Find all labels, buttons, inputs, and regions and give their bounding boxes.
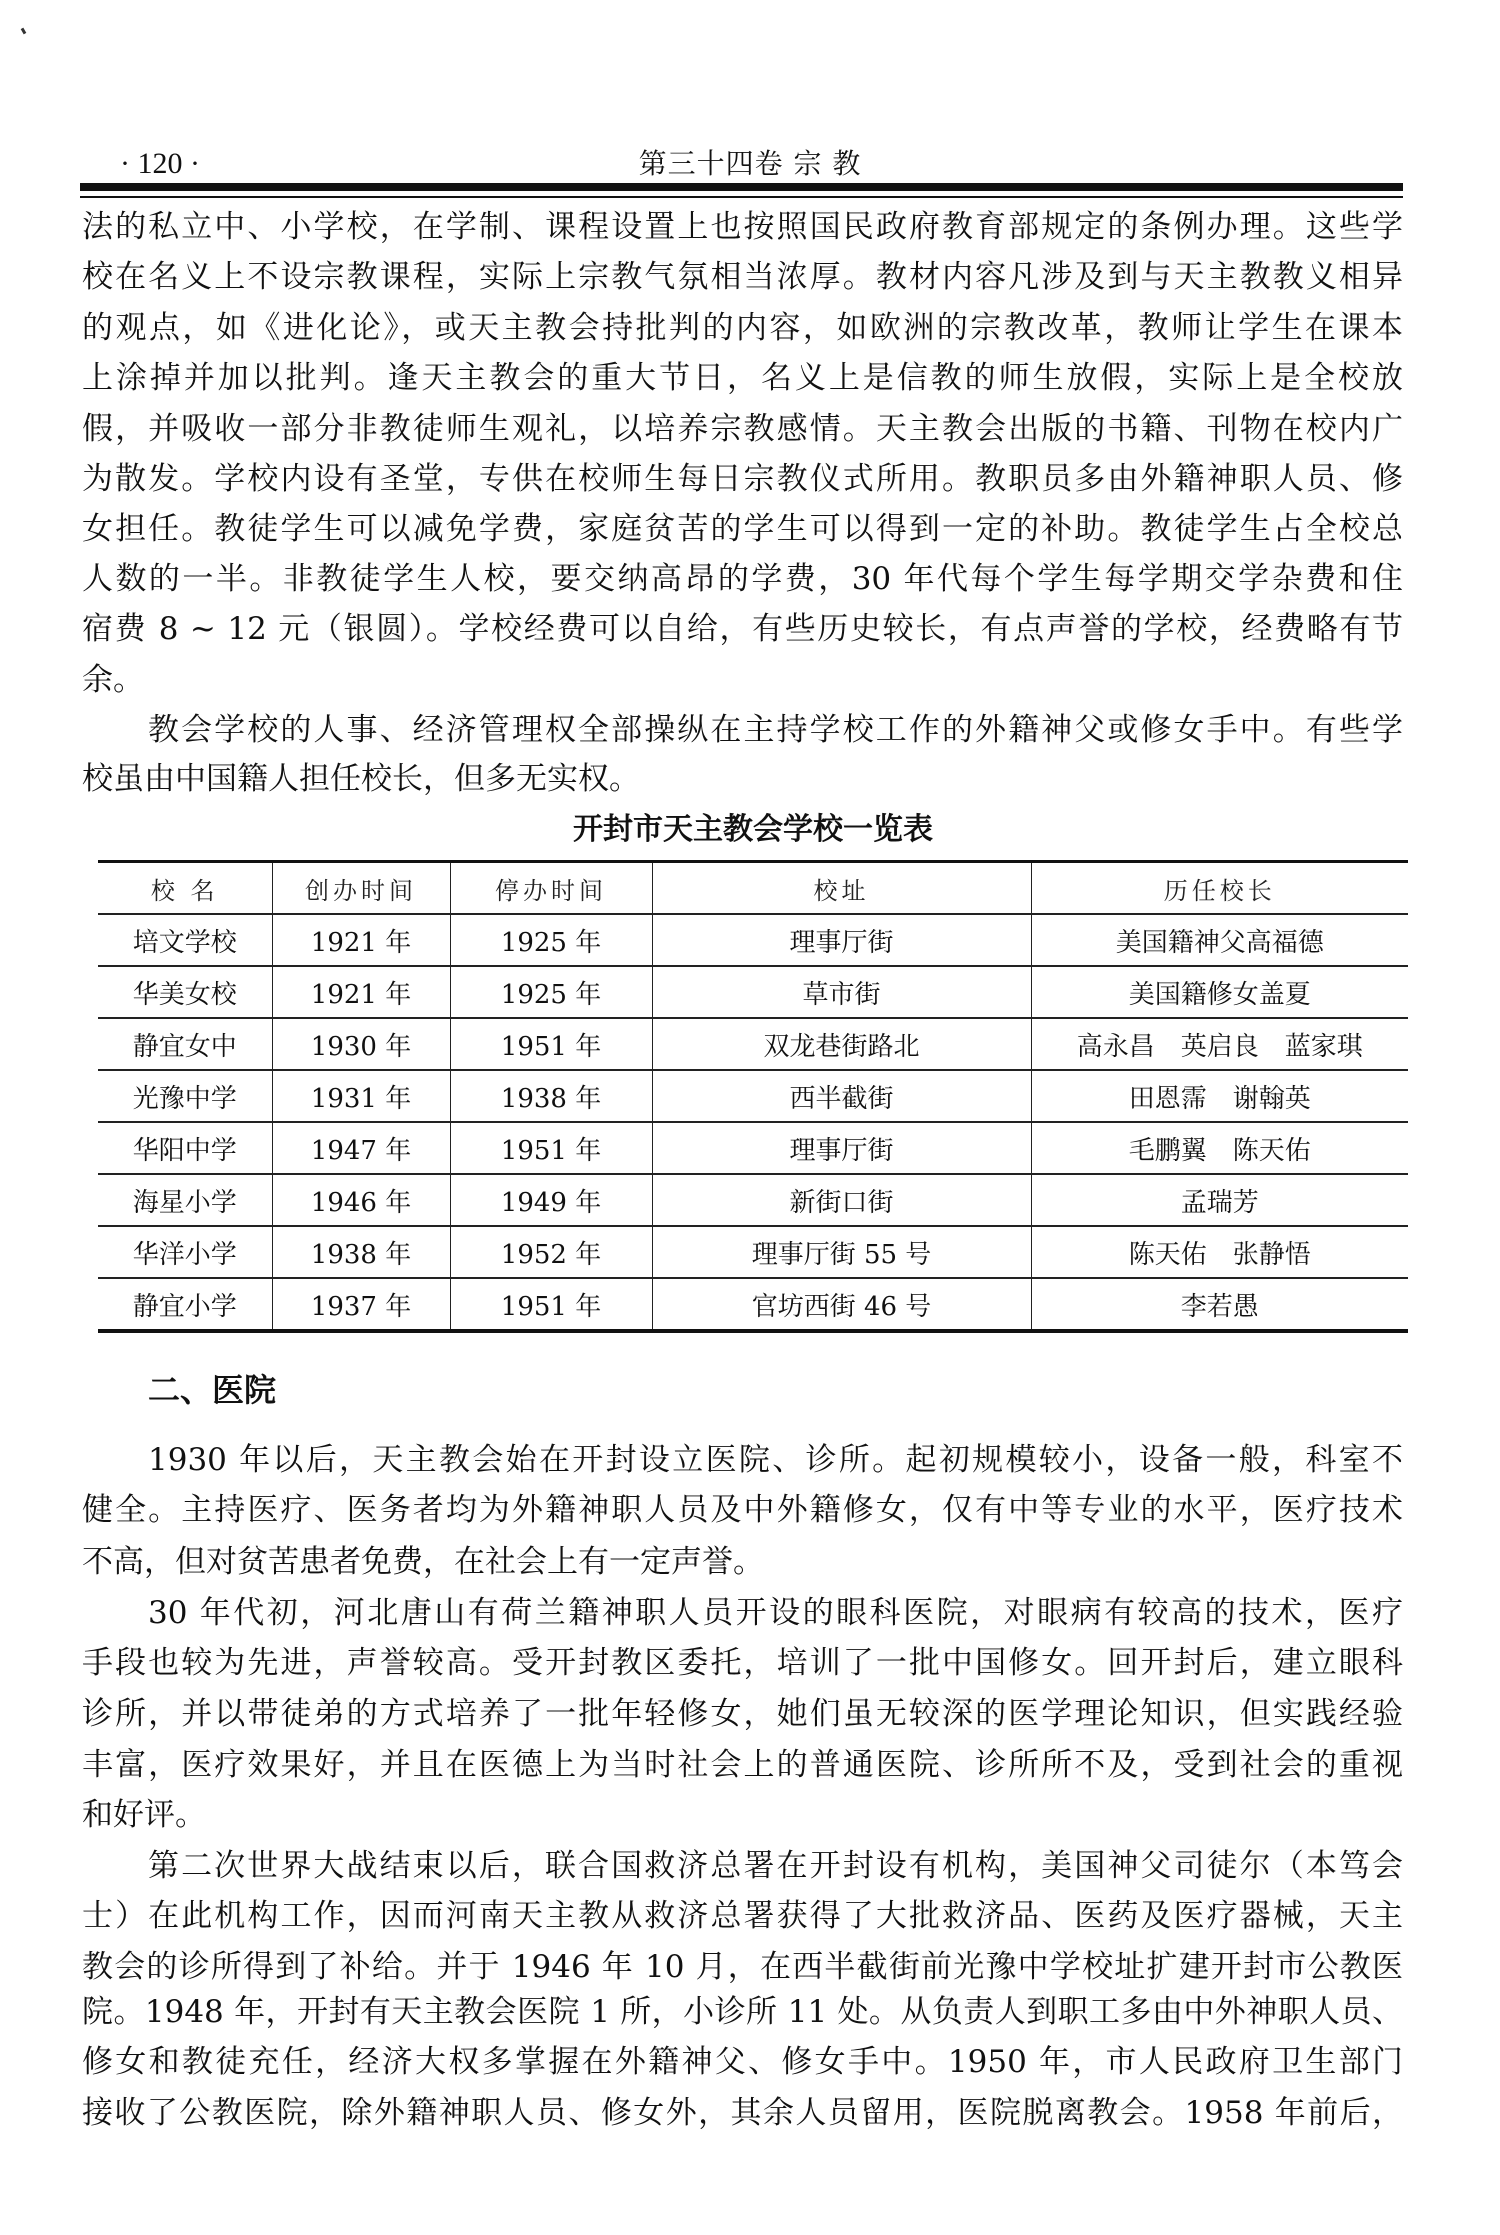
text-line: 健全。主持医疗、医务者均为外籍神职人员及中外籍修女，仅有中等专业的水平，医疗技术	[82, 1492, 1403, 1528]
text-line: 丰富，医疗效果好，并且在医德上为当时社会上的普通医院、诊所所不及，受到社会的重视	[82, 1747, 1403, 1783]
cell-address: 草市街	[652, 966, 1031, 1018]
text-line: 上涂掉并加以批判。逢天主教会的重大节日，名义上是信教的师生放假，实际上是全校放	[82, 360, 1403, 396]
cell-closed: 1951 年	[450, 1018, 652, 1070]
table-row	[98, 1018, 1408, 1070]
text-line: 教会的诊所得到了补给。并于 1946 年 10 月，在西半截街前光豫中学校址扩建开封市公教医	[82, 1949, 1403, 1985]
cell-principals: 高永昌 英启良 蓝家琪	[1031, 1018, 1408, 1070]
text-line: 的观点，如《进化论》，或天主教会持批判的内容，如欧洲的宗教改革，教师让学生在课本	[82, 310, 1403, 346]
text-line: 为散发。学校内设有圣堂，专供在校师生每日宗教仪式所用。教职员多由外籍神职人员、修	[82, 461, 1403, 497]
cell-closed: 1925 年	[450, 914, 652, 966]
text-line: 教会学校的人事、经济管理权全部操纵在主持学校工作的外籍神父或修女手中。有些学	[148, 712, 1403, 748]
table-header-row	[98, 862, 1408, 915]
cell-founded: 1937 年	[272, 1278, 450, 1331]
text-line: 诊所，并以带徒弟的方式培养了一批年轻修女，她们虽无较深的医学理论知识，但实践经验	[82, 1696, 1403, 1732]
cell-address: 官坊西街 46 号	[652, 1278, 1031, 1331]
schools-table	[98, 860, 1408, 1333]
cell-address: 理事厅街 55 号	[652, 1226, 1031, 1278]
text-line: 校在名义上不设宗教课程，实际上宗教气氛相当浓厚。教材内容凡涉及到与天主教教义相异	[82, 259, 1403, 295]
cell-principals: 美国籍修女盖夏	[1031, 966, 1408, 1018]
column-header-founded: 创办时间	[272, 862, 450, 915]
text-line: 院。1948 年，开封有天主教会医院 1 所，小诊所 11 处。从负责人到职工多由中外神职人员、	[82, 1994, 1403, 2030]
cell-principals: 毛鹏翼 陈天佑	[1031, 1122, 1408, 1174]
cell-school-name: 华洋小学	[132, 1239, 237, 1270]
cell-school-name: 海星小学	[132, 1187, 237, 1218]
cell-closed: 1951 年	[450, 1122, 652, 1174]
cell-principals: 田恩霈 谢翰英	[1031, 1070, 1408, 1122]
cell-closed: 1938 年	[450, 1070, 652, 1122]
text-line: 余。	[82, 662, 144, 698]
cell-closed: 1952 年	[450, 1226, 652, 1278]
column-header-closed: 停办时间	[450, 862, 652, 915]
cell-address: 理事厅街	[652, 914, 1031, 966]
cell-address: 理事厅街	[652, 1122, 1031, 1174]
running-head: 第三十四卷 宗 教	[638, 147, 862, 180]
cell-founded: 1931 年	[272, 1070, 450, 1122]
text-line: 1930 年以后，天主教会始在开封设立医院、诊所。起初规模较小，设备一般，科室不	[148, 1442, 1403, 1478]
text-line: 人数的一半。非教徒学生人校，要交纳高昂的学费，30 年代每个学生每学期交学杂费和住	[82, 561, 1403, 597]
cell-closed: 1925 年	[450, 966, 652, 1018]
cell-principals: 李若愚	[1031, 1278, 1408, 1331]
cell-founded: 1921 年	[272, 914, 450, 966]
text-line: 校虽由中国籍人担任校长，但多无实权。	[82, 761, 640, 797]
text-line: 第二次世界大战结束以后，联合国救济总署在开封设有机构，美国神父司徒尔（本笃会	[148, 1848, 1403, 1884]
cell-founded: 1947 年	[272, 1122, 450, 1174]
cell-address: 新街口街	[652, 1174, 1031, 1226]
text-line: 和好评。	[82, 1797, 206, 1833]
cell-school-name: 华美女校	[132, 979, 237, 1010]
cell-address: 双龙巷街路北	[652, 1018, 1031, 1070]
column-header-school-name: 校 名	[150, 876, 219, 905]
table-row	[98, 914, 1408, 966]
text-line: 假，并吸收一部分非教徒师生观礼，以培养宗教感情。天主教会出版的书籍、刊物在校内广	[82, 411, 1403, 447]
cell-school-name: 华阳中学	[132, 1135, 237, 1166]
cell-founded: 1921 年	[272, 966, 450, 1018]
table-row	[98, 1122, 1408, 1174]
text-line: 不高，但对贫苦患者免费，在社会上有一定声誉。	[82, 1544, 764, 1580]
cell-school-name: 培文学校	[132, 927, 237, 958]
cell-school-name: 光豫中学	[132, 1083, 237, 1114]
table-row	[98, 1070, 1408, 1122]
text-line: 手段也较为先进，声誉较高。受开封教区委托，培训了一批中国修女。回开封后，建立眼科	[82, 1645, 1403, 1681]
header-rule-thin	[80, 196, 1403, 198]
cell-school-name: 静宜女中	[132, 1031, 237, 1062]
section-heading: 二、医院	[148, 1371, 277, 1409]
page-number: · 120 ·	[120, 147, 200, 180]
column-header-address: 校址	[652, 862, 1031, 915]
text-line: 士）在此机构工作，因而河南天主教从救济总署获得了大批救济品、医药及医疗器械，天主	[82, 1898, 1403, 1934]
table-row	[98, 1174, 1408, 1226]
text-line: 修女和教徒充任，经济大权多掌握在外籍神父、修女手中。1950 年，市人民政府卫生部门	[82, 2044, 1403, 2080]
cell-principals: 美国籍神父高福德	[1031, 914, 1408, 966]
text-line: 法的私立中、小学校，在学制、课程设置上也按照国民政府教育部规定的条例办理。这些学	[82, 209, 1403, 245]
column-header-principals: 历任校长	[1031, 862, 1408, 915]
cell-closed: 1951 年	[450, 1278, 652, 1331]
cell-principals: 陈天佑 张静悟	[1031, 1226, 1408, 1278]
table-row	[98, 966, 1408, 1018]
text-line: 宿费 8 ~ 12 元（银圆）。学校经费可以自给，有些历史较长，有点声誉的学校，经费略有节	[82, 611, 1403, 647]
cell-address: 西半截街	[652, 1070, 1031, 1122]
table-row	[98, 1278, 1408, 1331]
text-line: 接收了公教医院，除外籍神职人员、修女外，其余人员留用，医院脱离教会。1958 年前后，	[82, 2095, 1403, 2131]
cell-closed: 1949 年	[450, 1174, 652, 1226]
cell-founded: 1946 年	[272, 1174, 450, 1226]
table-row	[98, 1226, 1408, 1278]
text-line: 女担任。教徒学生可以减免学费，家庭贫苦的学生可以得到一定的补助。教徒学生占全校总	[82, 511, 1403, 547]
text-line: 30 年代初，河北唐山有荷兰籍神职人员开设的眼科医院，对眼病有较高的技术，医疗	[148, 1595, 1403, 1631]
cell-founded: 1938 年	[272, 1226, 450, 1278]
cell-founded: 1930 年	[272, 1018, 450, 1070]
cell-school-name: 静宜小学	[132, 1291, 237, 1322]
scan-speck	[21, 28, 27, 35]
cell-principals: 孟瑞芳	[1031, 1174, 1408, 1226]
table-title: 开封市天主教会学校一览表	[573, 812, 933, 847]
header-rule-thick	[80, 183, 1403, 191]
